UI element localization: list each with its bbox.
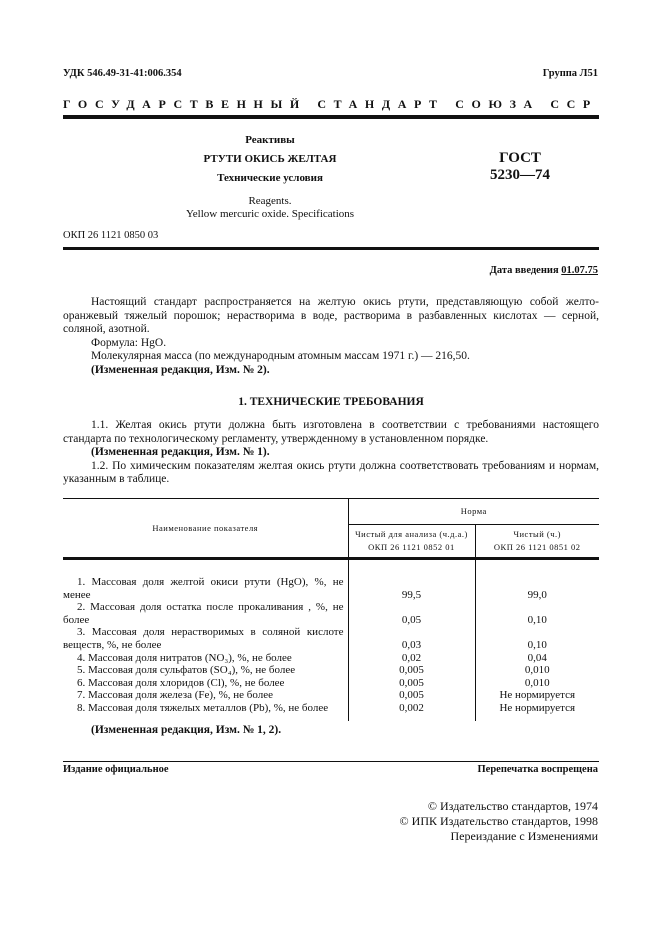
value-analytical-grade: 0,005 xyxy=(348,689,475,702)
reprint-notice: Перепечатка воспрещена xyxy=(477,764,598,775)
section-title: 1. ТЕХНИЧЕСКИЕ ТРЕБОВАНИЯ xyxy=(238,396,424,408)
value-analytical-grade: 0,005 xyxy=(348,677,475,690)
indicator-name: 7. Массовая доля железа (Fe), %, не более xyxy=(77,689,273,702)
value-analytical-grade: 0,002 xyxy=(348,702,475,715)
indicator-name: 8. Массовая доля тяжелых металлов (Pb), %, не более xyxy=(77,701,329,714)
gost-label: ГОСТ xyxy=(499,150,541,166)
okp-code: ОКП 26 1121 0850 03 xyxy=(63,230,159,241)
footer-rule xyxy=(63,761,599,762)
official-edition: Издание официальное xyxy=(63,764,169,775)
table-amendment-note: (Измененная редакция, Изм. № 1, 2). xyxy=(91,724,282,736)
udk-code: УДК 546.49-31-41:006.354 xyxy=(63,68,182,79)
indicator-name: 6. Массовая доля хлоридов (Cl), %, не более xyxy=(77,676,285,689)
value-analytical-grade: 99,5 xyxy=(348,559,475,602)
value-analytical-grade: 0,02 xyxy=(348,652,475,665)
copyright-1974: © Издательство стандартов, 1974 xyxy=(427,799,598,813)
table-row xyxy=(63,559,599,602)
intro-date xyxy=(490,265,598,276)
value-pure-grade: 0,10 xyxy=(475,601,599,626)
doc-subtitle: Технические условия xyxy=(217,172,323,184)
col-header-norm: Норма xyxy=(348,499,599,525)
gost-number: 5230—74 xyxy=(490,167,550,183)
value-analytical-grade: 0,005 xyxy=(348,664,475,677)
value-pure-grade: 0,010 xyxy=(475,664,599,677)
table-row xyxy=(63,601,599,626)
intro-date-label: Дата введения xyxy=(489,265,559,276)
section-1-body xyxy=(63,419,599,487)
intro-paragraph: Настоящий стандарт распространяется на желтую окись ртути, представляющую собой желто-оранжевый тяжелый порошок; нерастворима в воде, растворима в разбавленных кислотах — серной, соляной, азотной. xyxy=(63,296,599,335)
doc-category: Реактивы xyxy=(245,134,295,146)
col-header-grade-2 xyxy=(475,525,599,559)
grade-2-okp: ОКП 26 1121 0851 02 xyxy=(493,542,581,552)
value-pure-grade: 99,0 xyxy=(475,559,599,602)
intro-section xyxy=(63,296,599,377)
copyright-1998: © ИПК Издательство стандартов, 1998 xyxy=(399,814,598,828)
value-pure-grade: 0,010 xyxy=(475,677,599,690)
formula: Формула: HgO. xyxy=(91,336,167,349)
english-title-2: Yellow mercuric oxide. Specifications xyxy=(185,208,355,220)
reissue-note: Переиздание с Изменениями xyxy=(450,829,598,843)
clause-1-1-amendment: (Измененная редакция, Изм. № 1). xyxy=(91,446,270,458)
indicator-name: 5. Массовая доля сульфатов (SO₄), %, не более xyxy=(77,664,296,677)
table-row xyxy=(63,664,599,677)
grade-1-name: Чистый для анализа (ч.д.а.) xyxy=(355,529,468,540)
indicator-name: 2. Массовая доля остатка после прокаливания , %, не более xyxy=(63,601,344,626)
value-pure-grade: 0,10 xyxy=(475,626,599,651)
copyright-block xyxy=(400,799,598,844)
indicator-name: 3. Массовая доля нерастворимых в соляной кислоте веществ, %, не более xyxy=(63,626,344,651)
group-code: Группа Л51 xyxy=(542,68,598,79)
english-title-1: Reagents. xyxy=(248,195,292,207)
value-analytical-grade: 0,05 xyxy=(348,601,475,626)
doc-title: РТУТИ ОКИСЬ ЖЕЛТАЯ xyxy=(203,153,337,165)
amendment-note: (Измененная редакция, Изм. № 2). xyxy=(91,363,270,376)
value-pure-grade: Не нормируется xyxy=(475,702,599,715)
value-pure-grade: 0,04 xyxy=(475,652,599,665)
table-row xyxy=(63,677,599,690)
molecular-mass: Молекулярная масса (по международным атомным массам 1971 г.) — 216,50. xyxy=(91,350,470,362)
indicator-name: 1. Массовая доля желтой окиси ртути (HgO), %, не менее xyxy=(63,576,344,601)
clause-1-2: 1.2. По химическим показателям желтая окись ртути должна соответствовать требованиям и нормам, указанным в таблице. xyxy=(63,459,599,485)
grade-1-okp: ОКП 26 1121 0852 01 xyxy=(368,542,455,552)
standard-banner: ГОСУДАРСТВЕННЫЙ СТАНДАРТ СОЮЗА ССР xyxy=(63,97,598,111)
value-pure-grade: Не нормируется xyxy=(475,689,599,702)
value-analytical-grade: 0,03 xyxy=(348,626,475,651)
top-rule xyxy=(63,115,599,119)
header-rule xyxy=(63,247,599,250)
grade-2-name: Чистый (ч.) xyxy=(513,529,561,540)
col-header-grade-1 xyxy=(348,525,475,559)
indicator-name: 4. Массовая доля нитратов (NO₃), %, не более xyxy=(77,651,292,664)
table-row xyxy=(63,626,599,651)
intro-date-value: 01.07.75 xyxy=(561,265,598,276)
table-row xyxy=(63,652,599,665)
table-row xyxy=(63,702,599,715)
col-header-name: Наименование показателя xyxy=(63,499,348,559)
requirements-table xyxy=(63,498,599,721)
table-row xyxy=(63,689,599,702)
clause-1-1: 1.1. Желтая окись ртути должна быть изготовлена в соответствии с требованиями настоящего стандарта по технологическому регламенту, утвержденному в установленном порядке. xyxy=(63,419,599,445)
